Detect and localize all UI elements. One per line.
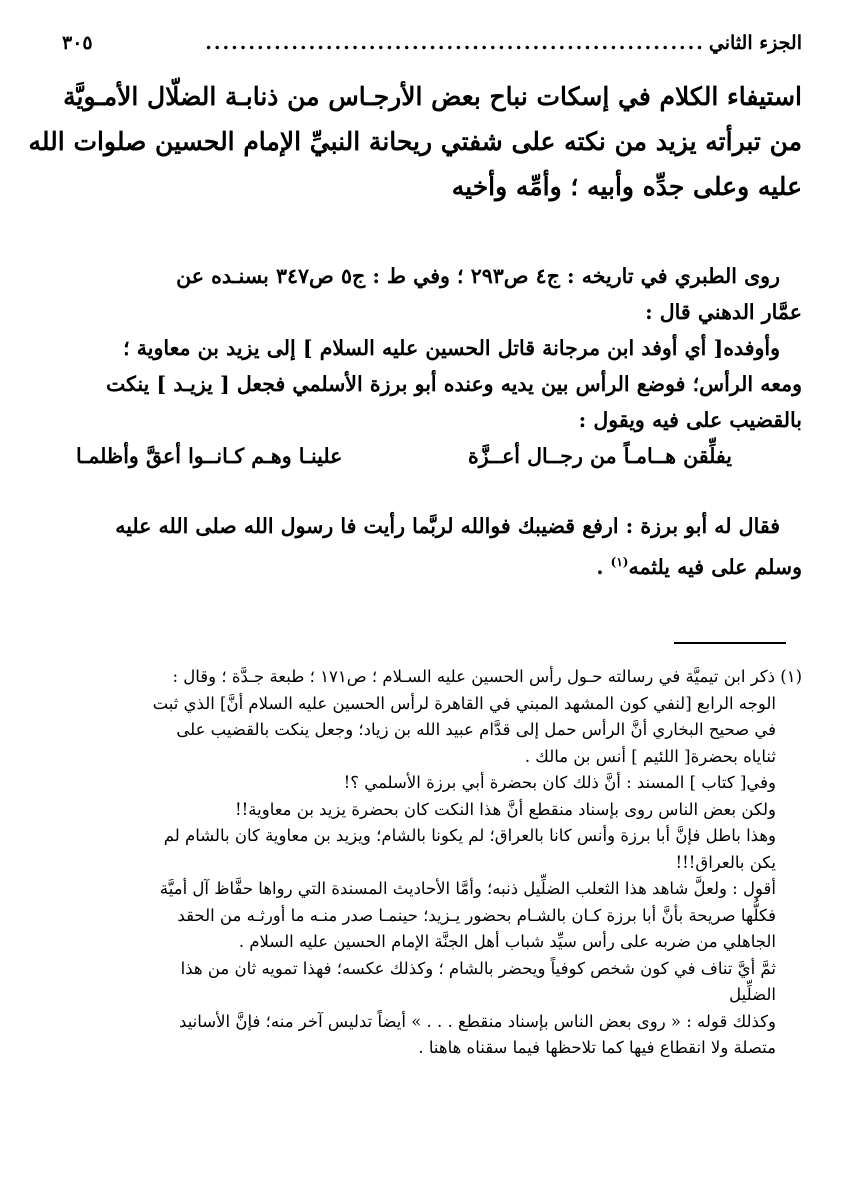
footnote-body [44, 691, 802, 1062]
footnote-line: الضلِّيل [729, 985, 776, 1004]
footnote-head: (١) ذكر ابن تيميَّة في رسالته حـول رأس الحسين عليه السـلام ؛ ص١٧١ ؛ طبعة جـدَّة ؛ وقال : [172, 667, 802, 686]
title-line: عليه وعلى جدِّه وأبيه ؛ وأمِّه وأخيه [451, 172, 802, 201]
footnote-line: أقول : ولعلَّ شاهد هذا الثعلب الضلِّيل ذنبه؛ وأمَّا الأحاديث المسندة التي رواها حفَّاظ آل أميَّة [159, 879, 776, 898]
text-fragment: . [596, 554, 611, 579]
footnote-line: ثمَّ أيَّ تناف في كون شخص كوفياً ويحضر بالشام ؛ وكذلك عكسه؛ فهذا تمويه ثان من هذا [180, 958, 776, 978]
page-number: ٣٠٥ [62, 32, 93, 54]
footnote-line: يكن بالعراق!!! [675, 852, 776, 872]
footnote-line: ولكن بعض الناس روى بإسناد منقطع أنَّ هذا النكت كان بحضرة يزيد بن معاوية!! [235, 799, 776, 819]
verse-second-hemistich: علينـا وهـم كـانــوا أعقَّ وأظلمـا [76, 444, 343, 468]
footnote-line: فكلُّها صريحة بأنَّ أبا برزة كـان بالشـام بحضور يـزيد؛ حينمـا صدر منـه ما أورثـه من الحقد [177, 905, 776, 925]
verse-first-hemistich: يفلِّقن هــامـاً من رجــال أعــزَّة [468, 444, 732, 468]
footnote-line: ثناياه بحضرة[ اللئيم ] أنس بن مالك . [524, 746, 776, 766]
main-text [46, 258, 802, 585]
chapter-title [28, 74, 802, 209]
footnote-reference[interactable]: (١) [610, 555, 629, 569]
footnote-line: وفي[ كتاب ] المسند : أنَّ ذلك كان بحضرة أبي برزة الأسلمي ؟! [343, 773, 776, 792]
text-line [46, 544, 802, 585]
text-fragment: وسلم على فيه يلثمه [628, 554, 802, 579]
poetry-verse [46, 438, 802, 474]
title-line: استيفاء الكلام في إسكات نباح بعض الأرجـاس من ذنابـة الضلّال الأمـويَّة [63, 82, 802, 111]
text-line: روى الطبري في تاريخه : ج٤ ص٢٩٣ ؛ وفي ط : ج٥ ص٣٤٧ بسنـده عن [176, 264, 780, 288]
footnote-line: وكذلك قوله : « روى بعض الناس بإسناد منقطع . . . » أيضاً تدليس آخر منه؛ فإنَّ الأسانيد [179, 1011, 776, 1031]
text-line: فقال له أبو برزة : ارفع قضيبك فوالله لربَّما رأيت فا رسول الله صلى الله عليه [115, 514, 780, 538]
footnote-line: وهذا باطل فإنَّ أبا برزة وأنس كانا بالعراق؛ لم يكونا بالشام؛ ويزيد بن معاوية كان بالشام لم [163, 826, 776, 845]
footnote-line: في صحيح البخاري أنَّ الرأس حمل إلى قدَّام عبيد الله بن زياد؛ وجعل ينكت بالقضيب على [176, 720, 776, 739]
footnote-line: الجاهلي من ضربه على رأس سيِّد شباب أهل الجنَّة الإمام الحسين عليه السلام . [238, 932, 776, 951]
section-label: الجزء الثاني [708, 32, 802, 54]
footnotes [44, 664, 802, 1062]
text-line: عمَّار الدهني قال : [645, 300, 802, 324]
footnote-separator [674, 642, 786, 644]
text-line: ومعه الرأس؛ فوضع الرأس بين يديه وعنده أبو برزة الأسلمي فجعل [ يزيـد ] ينكت [106, 372, 802, 396]
text-line: بالقضيب على فيه ويقول : [578, 408, 802, 432]
text-line: وأوفده[ أي أوفد ابن مرجانة قاتل الحسين عليه السلام ] إلى يزيد بن معاوية ؛ [123, 336, 780, 360]
footnote-line: متصلة ولا انقطاع فيها كما تلاحظها فيما سقناه هاهنا . [418, 1038, 776, 1057]
footnote-line: الوجه الرابع [لنفي كون المشهد المبني في القاهرة لرأس الحسين عليه السلام أنَّ] الذي ثبت [152, 693, 776, 713]
leader-dots: .......................................................... [205, 32, 705, 54]
running-header [62, 28, 802, 58]
title-line: من تبرأته يزيد من نكته على شفتي ريحانة النبيِّ الإمام الحسين صلوات الله [28, 127, 802, 156]
